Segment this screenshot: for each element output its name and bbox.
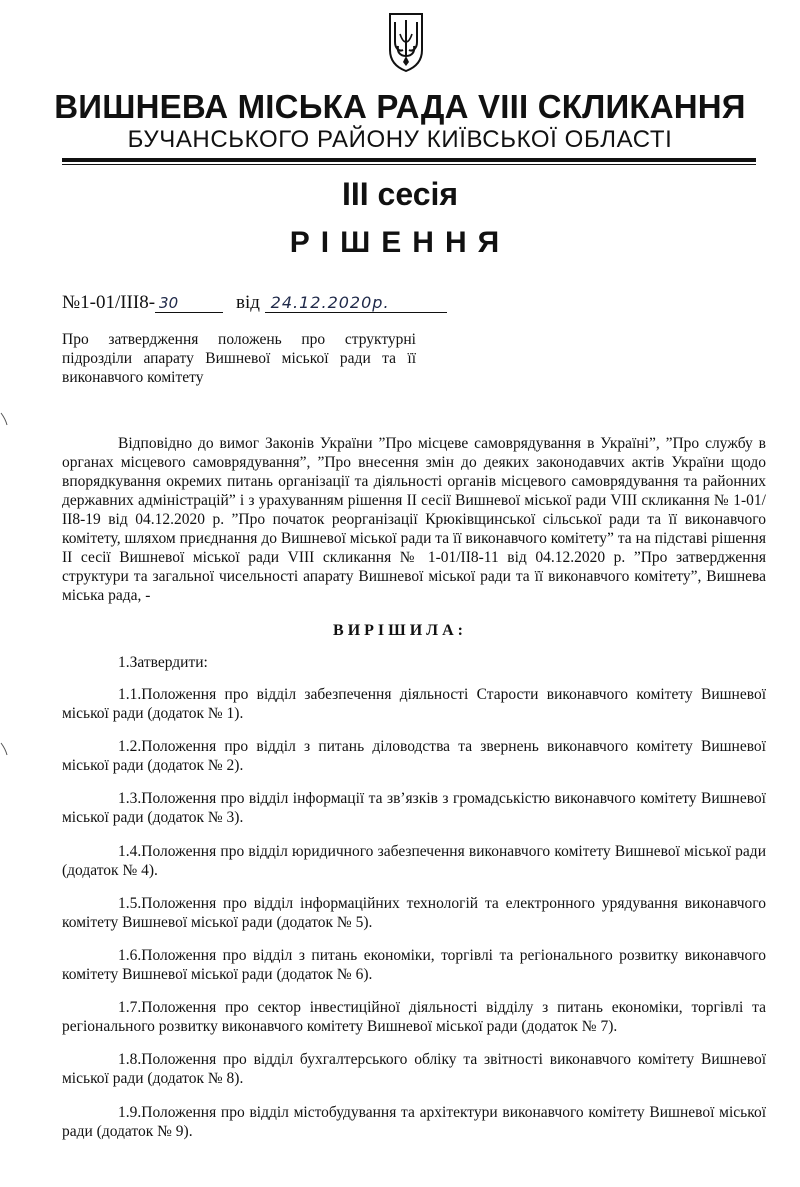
list-item: 1.6.Положення про відділ з питань економіки, торгівлі та регіонального розвитку виконавчого комітету Вишневої міської ради (додаток № 6). xyxy=(62,946,766,983)
header-divider-thin xyxy=(62,164,756,165)
preamble-paragraph: Відповідно до вимог Законів України ”Про місцеве самоврядування в Україні”, ”Про службу в органах місцевого самоврядування”, ”Про внесення змін до деяких законодавчих актів України щодо впорядкування окремих питань організації та діяльності органів місцевого самоврядування та районних державних адміністрацій” і з урахуванням рішення ІІ сесії Вишневої міської ради VIII скликання № 1-01/ІІ8-19 від 04.12.2020 р. ”Про початок реорганізації Крюківщинської сільської ради та її виконавчого комітету, шляхом приєднання до Вишневої міської ради та її виконавчого комітету” та на підставі рішення ІІ сесії Вишневої міської ради VIII скликання № 1-01/ІІ8-11 від 04.12.2020 р. ”Про затвердження структури та загальної чисельності апарату Вишневої міської ради та її виконавчого комітету”, Вишнева міська рада, - xyxy=(62,435,766,604)
list-item: 1.4.Положення про відділ юридичного забезпечення виконавчого комітету Вишневої міської ради (додаток № 4). xyxy=(62,842,766,879)
scan-margin-mark xyxy=(0,742,10,756)
document-number-handwritten: 30 xyxy=(155,294,223,313)
trident-coat-of-arms-icon xyxy=(386,12,426,72)
list-item: 1.2.Положення про відділ з питань діловодства та звернень виконавчого комітету Вишневої міської ради (додаток № 2). xyxy=(62,738,766,775)
list-item: 1.5.Положення про відділ інформаційних технологій та електронного урядування виконавчого комітету Вишневої міської ради (додаток № 5). xyxy=(62,894,766,931)
decision-subject: Про затвердження положень про структурні підрозділи апарату Вишневої міської ради та її виконавчого комітету xyxy=(62,331,416,386)
district-name: БУЧАНСЬКОГО РАЙОНУ КИЇВСЬКОЇ ОБЛАСТІ xyxy=(127,126,673,153)
council-name: ВИШНЕВА МІСЬКА РАДА VIII СКЛИКАННЯ xyxy=(54,88,746,125)
approve-clause: 1.Затвердити: xyxy=(118,654,208,671)
list-item: 1.7.Положення про сектор інвестиційної діяльності відділу з питань економіки, торгівлі та регіонального розвитку виконавчого комітету Вишневої міської ради (додаток № 7). xyxy=(62,999,766,1036)
list-item: 1.3.Положення про відділ інформації та зв’язків з громадськістю виконавчого комітету Вишневої міської ради (додаток № 3). xyxy=(62,790,766,827)
resolved-heading: ВИРІШИЛА: xyxy=(333,622,467,639)
list-item: 1.8.Положення про відділ бухгалтерського обліку та звітності виконавчого комітету Вишневої міської ради (додаток № 8). xyxy=(62,1051,766,1088)
document-number xyxy=(62,292,223,314)
session-title: III сесія xyxy=(341,176,459,212)
date-handwritten: 24.12.2020р. xyxy=(265,294,447,313)
document-date xyxy=(236,292,447,314)
list-item: 1.9.Положення про відділ містобудування та архітектури виконавчого комітету Вишневої міської ради (додаток № 9). xyxy=(62,1103,766,1140)
scan-margin-mark xyxy=(0,412,10,426)
decision-title: РІШЕННЯ xyxy=(289,226,511,259)
document-number-prefix: №1-01/ІІІ8- xyxy=(62,292,156,313)
header-divider-thick xyxy=(62,158,756,162)
list-item: 1.1.Положення про відділ забезпечення діяльності Старости виконавчого комітету Вишневої міської ради (додаток № 1). xyxy=(62,686,766,722)
approved-items-list xyxy=(62,685,766,1155)
date-label: від xyxy=(236,292,260,313)
